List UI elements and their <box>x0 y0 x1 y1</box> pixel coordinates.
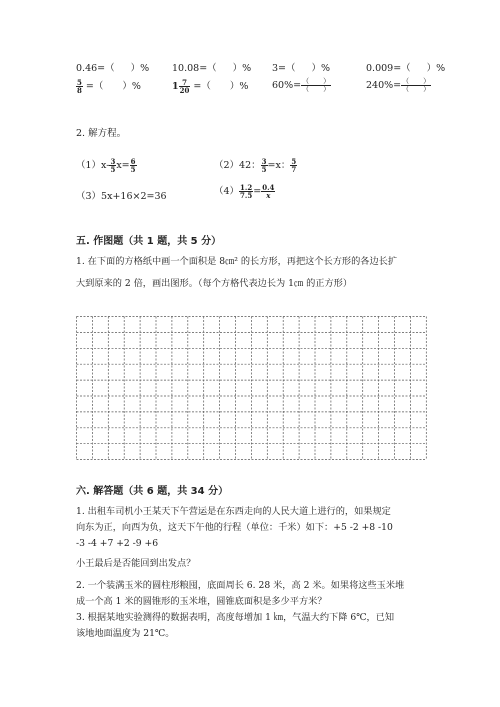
eq4-label: （4） <box>214 186 240 197</box>
numerator: 1.2 <box>240 183 253 192</box>
frac-conv-1 <box>76 78 141 94</box>
denominator: 5 <box>261 165 267 174</box>
q2-title: 2. 解方程。 <box>76 128 127 139</box>
conv-2-left: 10.08=（ <box>172 63 217 74</box>
denominator: 5 <box>130 165 136 174</box>
s6q2-line1: 2. 一个装满玉米的圆柱形粮囤，底面周长 6. 28 米，高 2 米。如果将这些玉米堆 <box>76 580 405 591</box>
numerator: 5 <box>291 157 297 166</box>
s6q2-line2: 成一个高 1 米的圆锥形的玉米堆，圆锥底面积是多少平方米？ <box>76 596 327 607</box>
equation-1 <box>76 157 137 173</box>
conv-2-right: ）% <box>232 63 252 74</box>
fraction <box>239 184 253 199</box>
s5q1-line1: 1. 在下面的方格纸中画一个面积是 8㎝² 的长方形，再把这个长方形的各边长扩 <box>76 256 398 267</box>
frac-conv-4 <box>366 78 431 93</box>
denominator: 5 <box>110 165 116 174</box>
s6q1-line2: 向东为正，向西为负，这天下午他的行程（单位：千米）如下：+5 -2 +8 -10 <box>76 522 393 533</box>
eq4-mid: = <box>253 186 262 197</box>
square-grid <box>76 316 427 462</box>
s6q1-line1: 1. 出租车司机小王某天下午营运是在东西走向的人民大道上进行的，如果规定 <box>76 506 391 517</box>
conv-1 <box>76 60 149 74</box>
conv-3-right: ）% <box>311 63 331 74</box>
conv-3 <box>272 60 330 74</box>
numerator: 3 <box>261 157 267 166</box>
denominator: 7.5 <box>240 191 253 200</box>
section-5-q1 <box>76 254 426 292</box>
section-6-heading: 六. 解答题（共 6 题，共 34 分） <box>76 486 229 497</box>
eq2-label: （2）42： <box>214 160 261 171</box>
frac-conv-3-left: 60%= <box>272 80 302 91</box>
equation-2 <box>214 157 297 173</box>
numerator: （ ） <box>402 77 431 85</box>
conv-2 <box>172 60 251 74</box>
numerator: 3 <box>110 157 116 166</box>
frac-conv-4-left: 240%= <box>366 80 402 91</box>
s6q1-line3: -3 -4 +7 +2 -9 +6 <box>76 538 159 549</box>
fraction <box>76 79 83 94</box>
denominator: （ ） <box>302 85 331 93</box>
denominator: 7 <box>291 165 297 174</box>
equation-3: （3）5x+16×2=36 <box>76 191 167 202</box>
frac-conv-3 <box>272 78 331 93</box>
eq1-mid: x= <box>116 160 130 171</box>
fraction <box>401 78 431 93</box>
conv-4 <box>366 60 445 74</box>
numerator: 0.4 <box>262 183 275 192</box>
section-5-heading: 五. 作图题（共 1 题，共 5 分） <box>76 236 222 247</box>
section-6-q3 <box>76 610 426 642</box>
s5q1-line2: 大到原来的 2 倍，画出图形。（每个方格代表边长为 1㎝ 的正方形） <box>76 278 353 289</box>
eq1-label: （1）x- <box>76 160 110 171</box>
denominator: 8 <box>77 86 82 95</box>
fraction <box>261 158 268 173</box>
frac-conv-2 <box>172 78 248 94</box>
conv-4-left: 0.009=（ <box>366 63 411 74</box>
s6q3-line1: 3. 根据某地实验测得的数据表明，高度每增加 1 ㎞，气温大约下降 6℃，已知 <box>76 612 395 623</box>
conv-4-right: ）% <box>426 63 446 74</box>
equation-4 <box>214 183 275 199</box>
conv-1-left: 0.46=（ <box>76 63 115 74</box>
numerator: 5 <box>77 78 82 87</box>
eq2-mid: =x： <box>267 160 291 171</box>
fraction <box>261 184 275 199</box>
denominator: 20 <box>179 86 190 95</box>
denominator: （ ） <box>402 85 431 93</box>
conv-1-right: ）% <box>130 63 150 74</box>
numerator: 7 <box>179 79 191 87</box>
frac-conv-1-tail: =（ ）% <box>85 81 141 92</box>
section-6-q1 <box>76 504 426 552</box>
conv-3-left: 3=（ <box>272 63 296 74</box>
fraction <box>130 158 137 173</box>
section-6-q2 <box>76 578 426 610</box>
s6q1-question: 小王最后是否能回到出发点？ <box>76 558 196 569</box>
s6q3-line2: 该地地面温度为 21℃。 <box>76 628 175 639</box>
fraction <box>179 79 191 94</box>
whole-number: 1 <box>172 81 179 92</box>
numerator: （ ） <box>302 77 331 85</box>
fraction <box>301 78 331 93</box>
frac-conv-2-tail: =（ ）% <box>193 81 249 92</box>
denominator: x <box>266 191 271 200</box>
fraction <box>290 158 297 173</box>
numerator: 6 <box>130 157 136 166</box>
